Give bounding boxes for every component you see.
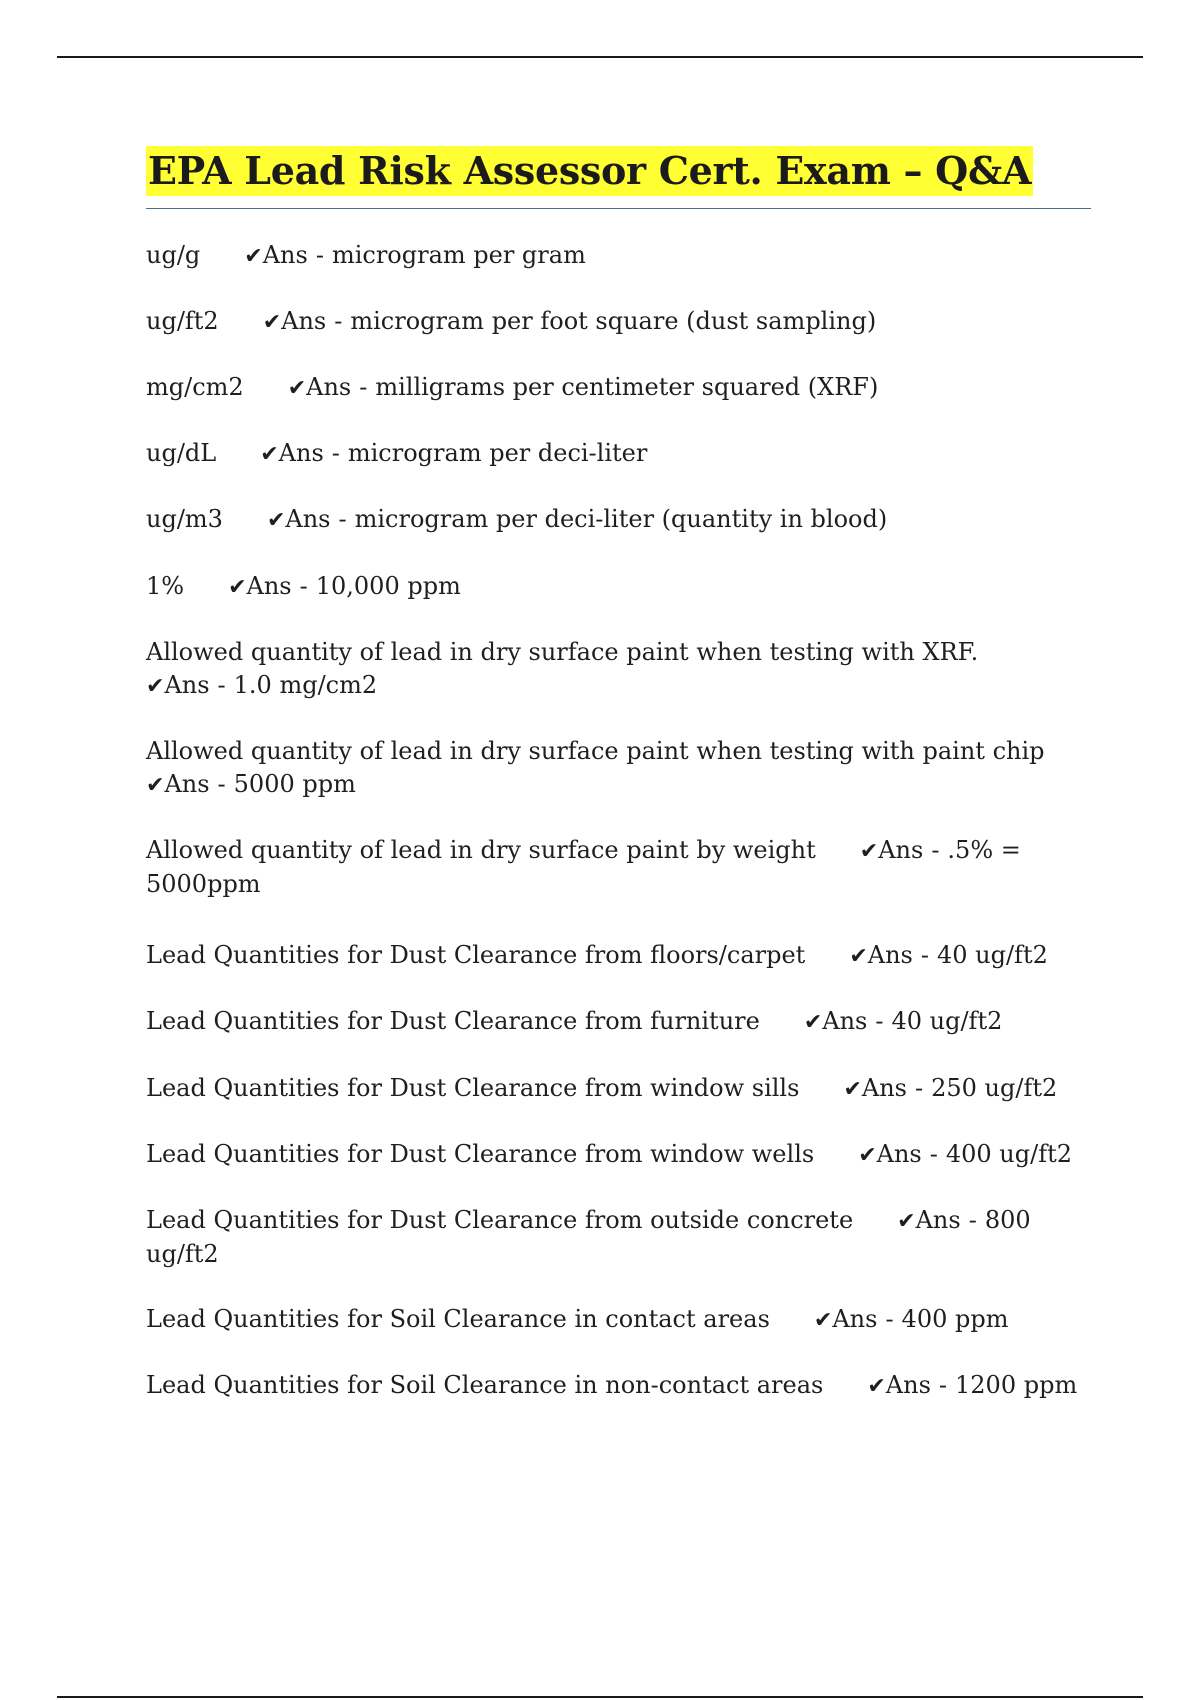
answer-separator: - xyxy=(929,1140,938,1168)
answer-label: Ans xyxy=(832,1305,878,1333)
answer-text: 40 ug/ft2 xyxy=(891,1007,1003,1035)
answer-separator: - xyxy=(931,836,940,864)
question-text: Lead Quantities for Dust Clearance from window wells xyxy=(146,1140,815,1168)
qa-item xyxy=(146,437,1091,471)
answer-separator: - xyxy=(885,1305,894,1333)
check-icon: ✔ xyxy=(867,1374,886,1399)
answer-text: 250 ug/ft2 xyxy=(931,1074,1058,1102)
answer-label: Ans xyxy=(915,1206,961,1234)
answer-separator: - xyxy=(920,941,929,969)
header-rule xyxy=(57,56,1143,58)
answer-separator: - xyxy=(334,307,343,335)
check-icon: ✔ xyxy=(244,244,263,269)
question-text: ug/dL xyxy=(146,439,217,467)
answer-text: microgram per foot square (dust sampling) xyxy=(350,307,877,335)
question-text: Lead Quantities for Dust Clearance from furniture xyxy=(146,1007,760,1035)
question-text: ug/m3 xyxy=(146,505,223,533)
qa-item xyxy=(146,503,1091,537)
qa-item xyxy=(146,1303,1091,1337)
answer-label: Ans xyxy=(246,572,292,600)
answer-text: 1200 ppm xyxy=(955,1371,1078,1399)
qa-item xyxy=(146,1369,1091,1403)
answer-separator: - xyxy=(331,439,340,467)
answer-text: 400 ppm xyxy=(901,1305,1009,1333)
question-text: Allowed quantity of lead in dry surface paint when testing with XRF. xyxy=(146,638,979,666)
footer-rule xyxy=(57,1696,1143,1698)
question-text: Lead Quantities for Dust Clearance from window sills xyxy=(146,1074,800,1102)
question-text: Allowed quantity of lead in dry surface paint when testing with paint chip xyxy=(146,737,1045,765)
page-title: EPA Lead Risk Assessor Cert. Exam – Q&A xyxy=(146,146,1033,196)
answer-separator: - xyxy=(315,241,324,269)
answer-text: milligrams per centimeter squared (XRF) xyxy=(375,373,879,401)
question-text: ug/g xyxy=(146,241,201,269)
question-text: Lead Quantities for Dust Clearance from floors/carpet xyxy=(146,941,806,969)
answer-text: 800 ug/ft2 xyxy=(146,1206,1031,1268)
answer-separator: - xyxy=(938,1371,948,1399)
check-icon: ✔ xyxy=(849,944,868,969)
check-icon: ✔ xyxy=(843,1077,862,1102)
qa-item xyxy=(146,939,1091,973)
check-icon: ✔ xyxy=(803,1010,823,1035)
question-text: ug/ft2 xyxy=(146,307,219,335)
check-icon: ✔ xyxy=(146,773,165,798)
check-icon: ✔ xyxy=(260,442,279,467)
qa-item xyxy=(146,1204,1091,1271)
question-text: Allowed quantity of lead in dry surface paint by weight xyxy=(146,836,816,864)
answer-separator: - xyxy=(875,1007,884,1035)
answer-text: 10,000 ppm xyxy=(315,572,461,600)
answer-text: 400 ug/ft2 xyxy=(945,1140,1072,1168)
answer-text: microgram per deci-liter (quantity in blood) xyxy=(354,505,888,533)
qa-item xyxy=(146,735,1091,802)
answer-label: Ans xyxy=(164,671,210,699)
answer-text: 5000 ppm xyxy=(233,770,356,798)
qa-item xyxy=(146,1072,1091,1106)
answer-label: Ans xyxy=(164,770,210,798)
title-block xyxy=(146,146,1091,209)
check-icon: ✔ xyxy=(897,1209,916,1234)
answer-text: 1.0 mg/cm2 xyxy=(233,671,378,699)
qa-item xyxy=(146,834,1091,901)
answer-text: microgram per gram xyxy=(331,241,586,269)
answer-separator: - xyxy=(217,671,226,699)
answer-label: Ans xyxy=(281,307,327,335)
question-text: 1% xyxy=(146,572,185,600)
answer-text: .5% = 5000ppm xyxy=(146,836,1021,898)
question-text: Lead Quantities for Soil Clearance in contact areas xyxy=(146,1305,770,1333)
answer-separator: - xyxy=(968,1206,977,1234)
answer-label: Ans xyxy=(278,439,324,467)
qa-item xyxy=(146,239,1091,273)
check-icon: ✔ xyxy=(859,839,879,864)
check-icon: ✔ xyxy=(287,376,307,401)
qa-item xyxy=(146,570,1091,604)
answer-label: Ans xyxy=(285,505,331,533)
check-icon: ✔ xyxy=(813,1308,833,1333)
question-text: mg/cm2 xyxy=(146,373,244,401)
question-text: Lead Quantities for Dust Clearance from outside concrete xyxy=(146,1206,854,1234)
answer-label: Ans xyxy=(867,941,913,969)
answer-label: Ans xyxy=(822,1007,868,1035)
qa-item xyxy=(146,371,1091,405)
qa-item xyxy=(146,636,1091,703)
qa-item xyxy=(146,1005,1091,1039)
check-icon: ✔ xyxy=(228,575,247,600)
question-text: Lead Quantities for Soil Clearance in non-contact areas xyxy=(146,1371,824,1399)
answer-separator: - xyxy=(359,373,368,401)
answer-label: Ans xyxy=(861,1074,907,1102)
check-icon: ✔ xyxy=(262,310,282,335)
answer-separator: - xyxy=(299,572,308,600)
check-icon: ✔ xyxy=(858,1143,877,1168)
answer-label: Ans xyxy=(876,1140,922,1168)
check-icon: ✔ xyxy=(266,508,286,533)
answer-label: Ans xyxy=(306,373,352,401)
check-icon: ✔ xyxy=(146,674,165,699)
answer-label: Ans xyxy=(878,836,924,864)
answer-text: microgram per deci-liter xyxy=(347,439,648,467)
qa-item xyxy=(146,1138,1091,1172)
answer-separator: - xyxy=(338,505,347,533)
answer-label: Ans xyxy=(262,241,308,269)
qa-item xyxy=(146,305,1091,339)
answer-separator: - xyxy=(914,1074,924,1102)
answer-separator: - xyxy=(217,770,226,798)
answer-text: 40 ug/ft2 xyxy=(936,941,1048,969)
answer-label: Ans xyxy=(885,1371,931,1399)
